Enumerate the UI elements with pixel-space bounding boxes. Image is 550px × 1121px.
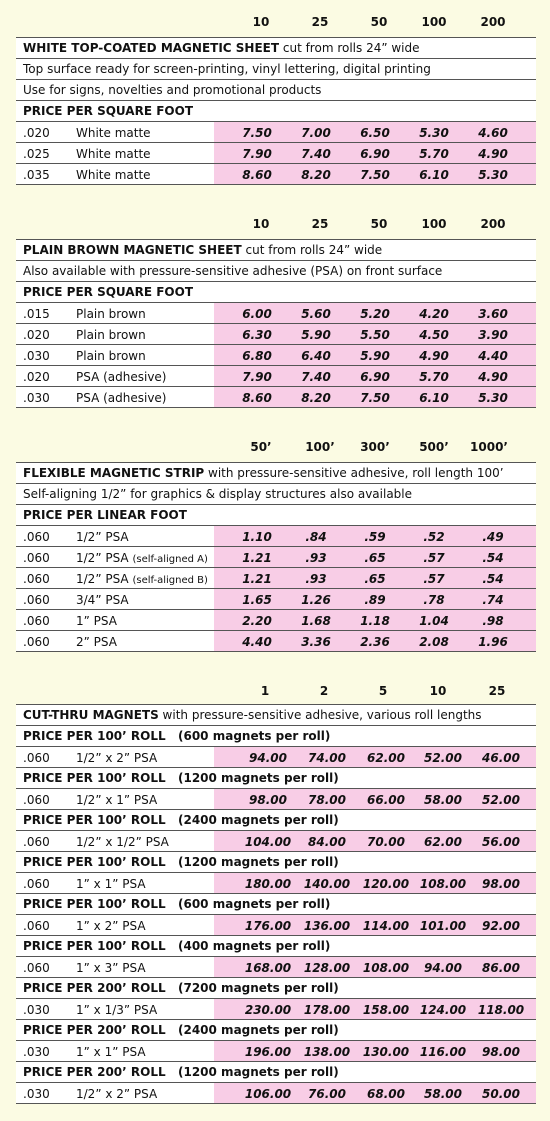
title-rest: with pressure-sensitive adhesive, roll length 100’ bbox=[204, 466, 504, 480]
description: 1” x 1” PSA bbox=[76, 877, 146, 891]
qty-label: 50 bbox=[370, 15, 388, 29]
section-white-sheet bbox=[0, 12, 550, 185]
price: 7.50 bbox=[360, 168, 390, 182]
unit-line bbox=[16, 281, 536, 302]
info-text: Use for signs, novelties and promotional products bbox=[23, 83, 322, 97]
price: 8.20 bbox=[301, 168, 331, 182]
price: .57 bbox=[423, 551, 445, 565]
gauge: .020 bbox=[23, 370, 50, 384]
price: 98.00 bbox=[249, 793, 287, 807]
gauge: .025 bbox=[23, 147, 50, 161]
table-row bbox=[16, 567, 536, 588]
table-row bbox=[16, 914, 536, 935]
price: 4.90 bbox=[478, 370, 508, 384]
qty-label: 50 bbox=[370, 217, 388, 231]
info-line bbox=[16, 260, 536, 281]
price: 62.00 bbox=[424, 835, 462, 849]
gauge: .060 bbox=[23, 919, 50, 933]
unit-label: PRICE PER 100’ ROLL bbox=[23, 897, 166, 911]
price: .54 bbox=[482, 551, 504, 565]
price: .93 bbox=[305, 572, 327, 586]
price: 7.50 bbox=[242, 126, 272, 140]
price: 104.00 bbox=[244, 835, 292, 849]
price: 3.36 bbox=[301, 635, 331, 649]
price: 178.00 bbox=[303, 1003, 351, 1017]
price: 58.00 bbox=[424, 793, 462, 807]
gauge: .020 bbox=[23, 126, 50, 140]
magnets-per-roll: (2400 magnets per roll) bbox=[178, 813, 339, 827]
price: 5.30 bbox=[478, 391, 508, 405]
info-line bbox=[16, 58, 536, 79]
table-row bbox=[16, 302, 536, 323]
table-row bbox=[16, 142, 536, 163]
gauge: .030 bbox=[23, 1045, 50, 1059]
price: .84 bbox=[305, 530, 327, 544]
price: 52.00 bbox=[482, 793, 520, 807]
price: 86.00 bbox=[482, 961, 520, 975]
price: 5.90 bbox=[360, 349, 390, 363]
price: 78.00 bbox=[308, 793, 346, 807]
title-bold: PLAIN BROWN MAGNETIC SHEET bbox=[23, 243, 242, 257]
gauge: .030 bbox=[23, 1003, 50, 1017]
price: 8.60 bbox=[242, 168, 272, 182]
price: .89 bbox=[364, 593, 386, 607]
price: 1.21 bbox=[242, 572, 272, 586]
description: 3/4” PSA bbox=[76, 593, 129, 607]
unit-label: PRICE PER 200’ ROLL bbox=[23, 1023, 166, 1037]
description: 1” x 1/3” PSA bbox=[76, 1003, 158, 1017]
price: 1.04 bbox=[419, 614, 449, 628]
price: 8.60 bbox=[242, 391, 272, 405]
table-row bbox=[16, 1040, 536, 1061]
gauge: .060 bbox=[23, 961, 50, 975]
price: 94.00 bbox=[424, 961, 462, 975]
price: .98 bbox=[482, 614, 504, 628]
price: 3.60 bbox=[478, 307, 508, 321]
title-rest: with pressure-sensitive adhesive, various roll lengths bbox=[158, 708, 482, 722]
description: 2” PSA bbox=[76, 635, 117, 649]
price: 138.00 bbox=[303, 1045, 351, 1059]
price: 52.00 bbox=[424, 751, 462, 765]
unit-label: PRICE PER 200’ ROLL bbox=[23, 1065, 166, 1079]
table-row bbox=[16, 630, 536, 652]
section-title bbox=[16, 462, 536, 483]
table-row bbox=[16, 872, 536, 893]
description: Plain brown bbox=[76, 328, 146, 342]
section-title bbox=[16, 704, 536, 725]
price: 7.40 bbox=[301, 370, 331, 384]
price: 58.00 bbox=[424, 1087, 462, 1101]
price: .54 bbox=[482, 572, 504, 586]
gauge: .030 bbox=[23, 391, 50, 405]
qty-label: 100 bbox=[421, 15, 447, 29]
roll-header bbox=[16, 935, 536, 956]
info-line bbox=[16, 79, 536, 100]
price: 98.00 bbox=[482, 877, 520, 891]
unit-line bbox=[16, 100, 536, 121]
unit-label: PRICE PER LINEAR FOOT bbox=[23, 508, 187, 522]
gauge: .020 bbox=[23, 328, 50, 342]
table-row bbox=[16, 121, 536, 142]
gauge: .060 bbox=[23, 751, 50, 765]
price: 1.26 bbox=[301, 593, 331, 607]
description: Plain brown bbox=[76, 307, 146, 321]
description: 1/2” x 2” PSA bbox=[76, 751, 158, 765]
price: 106.00 bbox=[244, 1087, 292, 1101]
gauge: .060 bbox=[23, 635, 50, 649]
roll-header bbox=[16, 809, 536, 830]
title-rest: cut from rolls 24” wide bbox=[279, 41, 420, 55]
title-bold: WHITE TOP-COATED MAGNETIC SHEET bbox=[23, 41, 280, 55]
price: 116.00 bbox=[419, 1045, 467, 1059]
table-row bbox=[16, 830, 536, 851]
section-title bbox=[16, 239, 536, 260]
price: 84.00 bbox=[308, 835, 346, 849]
table-row bbox=[16, 344, 536, 365]
table-row bbox=[16, 546, 536, 567]
section-title bbox=[16, 37, 536, 58]
table-row bbox=[16, 365, 536, 386]
price: 4.90 bbox=[478, 147, 508, 161]
unit-label: PRICE PER SQUARE FOOT bbox=[23, 104, 193, 118]
description: 1/2” x 2” PSA bbox=[76, 1087, 158, 1101]
price: 5.90 bbox=[301, 328, 331, 342]
price: 2.20 bbox=[242, 614, 272, 628]
price: 70.00 bbox=[367, 835, 405, 849]
price: 136.00 bbox=[303, 919, 351, 933]
description: 1” PSA bbox=[76, 614, 117, 628]
price: 50.00 bbox=[482, 1087, 520, 1101]
price: 6.10 bbox=[419, 168, 449, 182]
gauge: .060 bbox=[23, 572, 50, 586]
magnets-per-roll: (1200 magnets per roll) bbox=[178, 855, 339, 869]
price: .65 bbox=[364, 572, 386, 586]
description: White matte bbox=[76, 126, 151, 140]
gauge: .030 bbox=[23, 349, 50, 363]
table-row bbox=[16, 609, 536, 630]
description: PSA (adhesive) bbox=[76, 370, 167, 384]
magnets-per-roll: (400 magnets per roll) bbox=[178, 939, 331, 953]
gauge: .060 bbox=[23, 530, 50, 544]
table-row bbox=[16, 525, 536, 546]
price: 4.90 bbox=[419, 349, 449, 363]
unit-label: PRICE PER 100’ ROLL bbox=[23, 939, 166, 953]
magnets-per-roll: (1200 magnets per roll) bbox=[178, 771, 339, 785]
price: 92.00 bbox=[482, 919, 520, 933]
price: 230.00 bbox=[244, 1003, 292, 1017]
qty-label: 10 bbox=[252, 15, 270, 29]
price: 1.21 bbox=[242, 551, 272, 565]
table-row bbox=[16, 163, 536, 185]
price: 1.68 bbox=[301, 614, 331, 628]
price: 5.60 bbox=[301, 307, 331, 321]
section-magnetic-strip bbox=[0, 437, 550, 652]
price: 5.50 bbox=[360, 328, 390, 342]
gauge: .030 bbox=[23, 1087, 50, 1101]
description: 1/2” x 1” PSA bbox=[76, 793, 158, 807]
table-row bbox=[16, 956, 536, 977]
roll-header bbox=[16, 1061, 536, 1082]
price: 1.96 bbox=[478, 635, 508, 649]
qty-label: 10 bbox=[252, 217, 270, 231]
price: 124.00 bbox=[419, 1003, 467, 1017]
title-bold: CUT-THRU MAGNETS bbox=[23, 708, 159, 722]
price: 1.10 bbox=[242, 530, 272, 544]
price: 6.40 bbox=[301, 349, 331, 363]
quantity-header bbox=[0, 214, 550, 234]
price: 118.00 bbox=[477, 1003, 525, 1017]
gauge: .060 bbox=[23, 551, 50, 565]
quantity-header bbox=[0, 681, 550, 701]
description: PSA (adhesive) bbox=[76, 391, 167, 405]
price: 120.00 bbox=[362, 877, 410, 891]
unit-label: PRICE PER 200’ ROLL bbox=[23, 981, 166, 995]
qty-label: 50’ bbox=[250, 440, 272, 454]
price: 3.90 bbox=[478, 328, 508, 342]
description: White matte bbox=[76, 168, 151, 182]
qty-label: 500’ bbox=[419, 440, 449, 454]
price: 98.00 bbox=[482, 1045, 520, 1059]
table-row bbox=[16, 788, 536, 809]
price: 6.30 bbox=[242, 328, 272, 342]
price: 108.00 bbox=[362, 961, 410, 975]
price: 6.90 bbox=[360, 147, 390, 161]
qty-label: 1000’ bbox=[470, 440, 508, 454]
price: 114.00 bbox=[362, 919, 410, 933]
section-brown-sheet bbox=[0, 214, 550, 408]
qty-label: 1 bbox=[260, 684, 270, 698]
gauge: .060 bbox=[23, 835, 50, 849]
price: 196.00 bbox=[244, 1045, 292, 1059]
description: 1” x 2” PSA bbox=[76, 919, 146, 933]
price: 6.00 bbox=[242, 307, 272, 321]
price: 180.00 bbox=[244, 877, 292, 891]
price: 2.36 bbox=[360, 635, 390, 649]
magnets-per-roll: (600 magnets per roll) bbox=[178, 897, 331, 911]
table-row bbox=[16, 1082, 536, 1104]
title-rest: cut from rolls 24” wide bbox=[241, 243, 383, 257]
price: 4.40 bbox=[242, 635, 272, 649]
price: 158.00 bbox=[362, 1003, 410, 1017]
roll-header bbox=[16, 893, 536, 914]
description: Plain brown bbox=[76, 349, 146, 363]
price: 74.00 bbox=[308, 751, 346, 765]
price: 6.10 bbox=[419, 391, 449, 405]
price: 128.00 bbox=[303, 961, 351, 975]
unit-label: PRICE PER SQUARE FOOT bbox=[23, 285, 193, 299]
price: 5.30 bbox=[478, 168, 508, 182]
price: 7.50 bbox=[360, 391, 390, 405]
unit-label: PRICE PER 100’ ROLL bbox=[23, 855, 166, 869]
gauge: .060 bbox=[23, 877, 50, 891]
gauge: .015 bbox=[23, 307, 50, 321]
price: 6.50 bbox=[360, 126, 390, 140]
price: .57 bbox=[423, 572, 445, 586]
price: 46.00 bbox=[482, 751, 520, 765]
price: 4.50 bbox=[419, 328, 449, 342]
magnets-per-roll: (7200 magnets per roll) bbox=[178, 981, 339, 995]
qty-label: 5 bbox=[378, 684, 388, 698]
magnets-per-roll: (1200 magnets per roll) bbox=[178, 1065, 339, 1079]
gauge: .060 bbox=[23, 614, 50, 628]
description: 1/2” x 1/2” PSA bbox=[76, 835, 169, 849]
qty-label: 25 bbox=[311, 217, 329, 231]
info-text: Top surface ready for screen-printing, vinyl lettering, digital printing bbox=[23, 62, 431, 76]
price: .74 bbox=[482, 593, 504, 607]
qty-label: 25 bbox=[311, 15, 329, 29]
price: 108.00 bbox=[419, 877, 467, 891]
price: 4.40 bbox=[478, 349, 508, 363]
price: 6.80 bbox=[242, 349, 272, 363]
quantity-header bbox=[0, 437, 550, 457]
gauge: .060 bbox=[23, 793, 50, 807]
description: 1/2” PSA (self-aligned A) bbox=[76, 551, 208, 565]
description: White matte bbox=[76, 147, 151, 161]
qty-label: 2 bbox=[319, 684, 329, 698]
price: .78 bbox=[423, 593, 445, 607]
table-row bbox=[16, 998, 536, 1019]
table-row bbox=[16, 323, 536, 344]
qty-label: 100’ bbox=[305, 440, 335, 454]
price: 94.00 bbox=[249, 751, 287, 765]
title-bold: FLEXIBLE MAGNETIC STRIP bbox=[23, 466, 205, 480]
description: 1” x 1” PSA bbox=[76, 1045, 146, 1059]
price: 176.00 bbox=[244, 919, 292, 933]
table-row bbox=[16, 746, 536, 767]
price: .49 bbox=[482, 530, 504, 544]
price: 5.30 bbox=[419, 126, 449, 140]
price: 56.00 bbox=[482, 835, 520, 849]
magnets-per-roll: (2400 magnets per roll) bbox=[178, 1023, 339, 1037]
price: 4.20 bbox=[419, 307, 449, 321]
gauge: .060 bbox=[23, 593, 50, 607]
qty-label: 100 bbox=[421, 217, 447, 231]
description: 1/2” PSA (self-aligned B) bbox=[76, 572, 208, 586]
info-line bbox=[16, 483, 536, 504]
price: .52 bbox=[423, 530, 445, 544]
section-cut-thru-magnets bbox=[0, 681, 550, 1104]
price: 6.90 bbox=[360, 370, 390, 384]
price: 5.70 bbox=[419, 147, 449, 161]
price: 8.20 bbox=[301, 391, 331, 405]
price: .59 bbox=[364, 530, 386, 544]
description: 1/2” PSA bbox=[76, 530, 129, 544]
roll-header bbox=[16, 1019, 536, 1040]
qty-label: 10 bbox=[429, 684, 447, 698]
price: 168.00 bbox=[244, 961, 292, 975]
price: .65 bbox=[364, 551, 386, 565]
price: 4.60 bbox=[478, 126, 508, 140]
qty-label: 25 bbox=[488, 684, 506, 698]
price: 68.00 bbox=[367, 1087, 405, 1101]
roll-header bbox=[16, 725, 536, 746]
table-row bbox=[16, 386, 536, 408]
unit-label: PRICE PER 100’ ROLL bbox=[23, 813, 166, 827]
price: 62.00 bbox=[367, 751, 405, 765]
price: 140.00 bbox=[303, 877, 351, 891]
quantity-header bbox=[0, 12, 550, 32]
price: 66.00 bbox=[367, 793, 405, 807]
price: 76.00 bbox=[308, 1087, 346, 1101]
gauge: .035 bbox=[23, 168, 50, 182]
unit-line bbox=[16, 504, 536, 525]
roll-header bbox=[16, 767, 536, 788]
price: 5.20 bbox=[360, 307, 390, 321]
unit-label: PRICE PER 100’ ROLL bbox=[23, 771, 166, 785]
magnets-per-roll: (600 magnets per roll) bbox=[178, 729, 331, 743]
cut-thru-groups bbox=[0, 725, 550, 1104]
table-row bbox=[16, 588, 536, 609]
unit-label: PRICE PER 100’ ROLL bbox=[23, 729, 166, 743]
qty-label: 200 bbox=[480, 217, 506, 231]
price: 101.00 bbox=[419, 919, 467, 933]
price: 7.00 bbox=[301, 126, 331, 140]
roll-header bbox=[16, 851, 536, 872]
qty-label: 200 bbox=[480, 15, 506, 29]
price: 130.00 bbox=[362, 1045, 410, 1059]
price: 1.65 bbox=[242, 593, 272, 607]
roll-header bbox=[16, 977, 536, 998]
price: 7.40 bbox=[301, 147, 331, 161]
price: 7.90 bbox=[242, 370, 272, 384]
price: 7.90 bbox=[242, 147, 272, 161]
info-text: Also available with pressure-sensitive adhesive (PSA) on front surface bbox=[23, 264, 443, 278]
qty-label: 300’ bbox=[360, 440, 390, 454]
description: 1” x 3” PSA bbox=[76, 961, 146, 975]
price: 5.70 bbox=[419, 370, 449, 384]
price: 2.08 bbox=[419, 635, 449, 649]
price: .93 bbox=[305, 551, 327, 565]
price: 1.18 bbox=[360, 614, 390, 628]
info-text: Self-aligning 1/2” for graphics & display structures also available bbox=[23, 487, 413, 501]
